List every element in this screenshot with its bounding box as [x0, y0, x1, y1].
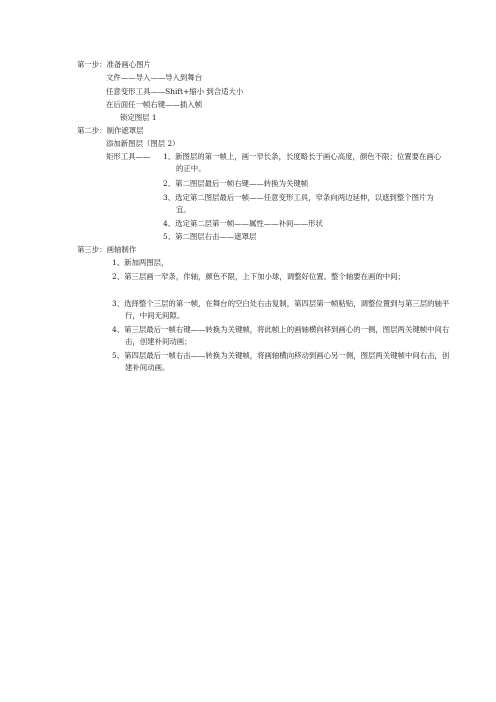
step1-line-3: 在后面任一帧右键——插入帧 — [106, 100, 203, 109]
step3-item-1: 1、新加两图层， — [112, 258, 169, 267]
step3-heading: 第三步：画轴制作 — [77, 245, 137, 254]
step2-heading: 第二步：制作遮罩层 — [77, 126, 144, 135]
step1-line-1: 文件——导入——导入到舞台 — [106, 73, 203, 82]
step2-add-layer: 添加新图层（图层 2） — [106, 139, 180, 148]
step2-item-5: 5、第二图层右击——遮罩层 — [163, 232, 257, 241]
step2-item-2: 2、第二图层最后一帧右键——转换为关键帧 — [163, 179, 309, 188]
step2-rect-tool-label: 矩形工具—— — [106, 152, 151, 161]
step3-item-5: 5、第四层最后一帧右击——转换为关键帧，将画轴横向移动到画心另一侧，图层两关键帧中间右击，创建补间动画。 — [112, 351, 450, 372]
step2-item-1: 1、新图层的第一帧上，画一窄长条，长度略长于画心高度，颜色不限；位置要在画心的正中。 — [163, 152, 442, 173]
step3-item-3: 3、选择整个三层的第一帧，在舞台的空白处右击复制，第四层第一帧粘贴，调整位置到与第三层的轴平行，中间无间隙。 — [112, 299, 450, 320]
step3-item-4: 4、第三层最后一帧右键——转换为关键帧，将此帧上的画轴横向移到画心的一侧，图层两关键帧中间右击，创建补间动画； — [112, 325, 450, 346]
step1-heading: 第一步：准备画心图片 — [77, 60, 151, 69]
step2-item-3: 3、选定第二图层最后一帧——任意变形工具，窄条向两边延伸，以遮到整个图片为宜。 — [163, 193, 434, 214]
step2-item-4: 4、选定第二层第一帧——属性——补间——形状 — [163, 219, 323, 228]
step1-line-4: 锁定图层 1 — [120, 113, 157, 122]
step1-line-2: 任意变形工具——Shift+缩小 到合适大小 — [106, 87, 244, 96]
step3-item-2: 2、第三层画一窄条，作轴，颜色不限，上下加小球，调整好位置。整个轴要在画的中间； — [112, 272, 405, 281]
